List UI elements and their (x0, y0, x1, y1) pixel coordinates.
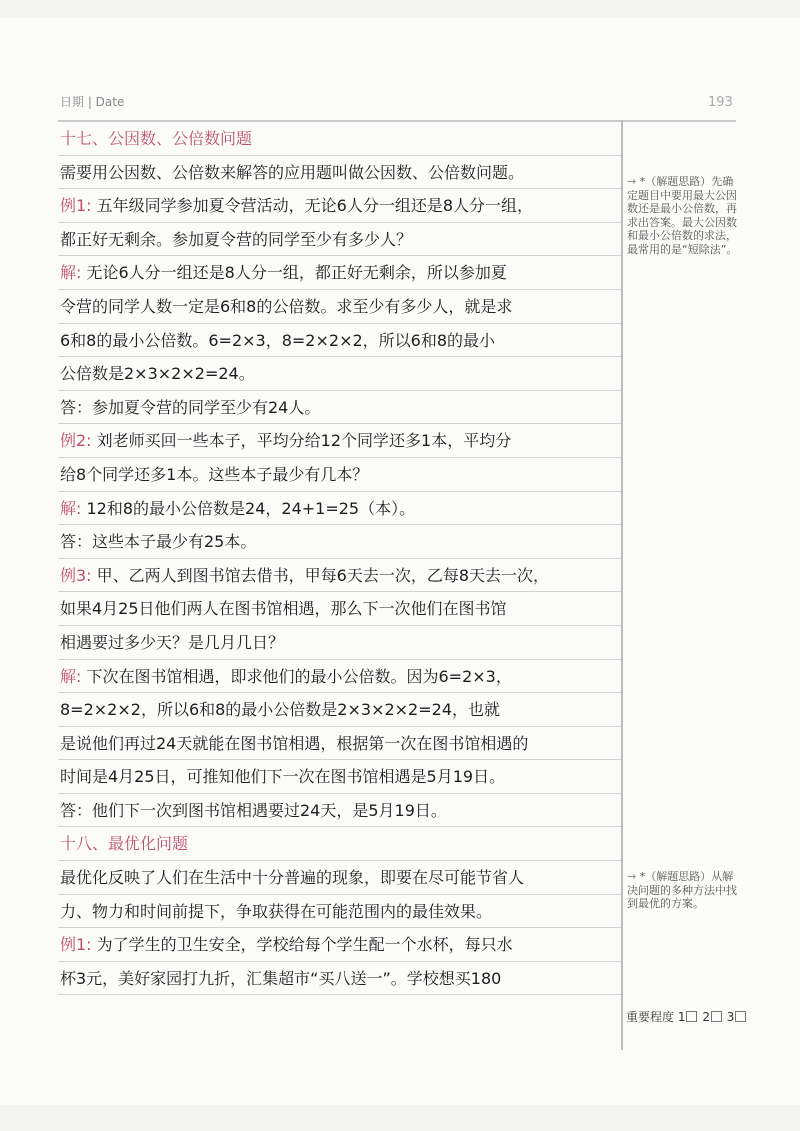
text-line (58, 727, 621, 761)
text-line (58, 693, 621, 727)
example-label: 解: (60, 263, 87, 283)
page-top-edge (0, 0, 800, 18)
importance-label: 重要程度 (626, 1010, 675, 1024)
body-text: 8=2×2×2，所以6和8的最小公倍数是2×3×2×2=24，也就 (60, 700, 501, 720)
text-line (58, 324, 621, 358)
example-label: 例2: (60, 431, 97, 451)
body-text: 令营的同学人数一定是6和8的公倍数。求至少有多少人，就是求 (60, 296, 513, 316)
example-label: 例3: (60, 565, 97, 585)
body-text: 6和8的最小公倍数。6=2×3，8=2×2×2，所以6和8的最小 (60, 330, 496, 350)
body-text: 刘老师买回一些本子，平均分给12个同学还多1本，平均分 (96, 431, 512, 451)
body-text: 都正好无剩余。参加夏令营的同学至少有多少人？ (60, 229, 413, 249)
body-text: 为了学生的卫生安全，学校给每个学生配一个水杯，每只水 (96, 935, 513, 955)
text-line (58, 357, 621, 391)
text-line (58, 861, 621, 895)
section-heading: 十七、公因数、公倍数问题 (60, 129, 253, 148)
text-line (58, 660, 621, 694)
body-text: 是说他们再过24天就能在图书馆相遇，根据第一次在图书馆相遇的 (60, 733, 529, 753)
checkbox-2[interactable] (711, 1011, 722, 1022)
text-line (58, 156, 621, 190)
example-label: 解: (60, 498, 87, 518)
importance-rating (626, 1008, 747, 1025)
text-line (58, 458, 621, 492)
text-line (58, 559, 621, 593)
text-line (58, 760, 621, 794)
text-line (58, 962, 621, 996)
text-line (58, 256, 621, 290)
body-text: 下次在图书馆相遇，即求他们的最小公倍数。因为6=2×3， (86, 666, 512, 686)
body-text: 需要用公因数、公倍数来解答的应用题叫做公因数、公倍数问题。 (60, 162, 525, 182)
side-note-text: *（解题思路）从解决问题的多种方法中找到最优的方案。 (627, 870, 737, 911)
importance-level-3: 3 (726, 1010, 735, 1024)
text-line (58, 290, 621, 324)
body-text: 甲、乙两人到图书馆去借书，甲每6天去一次，乙每8天去一次， (96, 565, 550, 585)
body-text: 答：这些本子最少有25本。 (60, 532, 257, 552)
date-label: 日期 | Date (60, 95, 125, 109)
body-text: 时间是4月25日，可推知他们下一次在图书馆相遇是5月19日。 (60, 767, 506, 787)
notebook-lines (58, 122, 621, 995)
text-line (58, 391, 621, 425)
text-line (58, 424, 621, 458)
checkbox-3[interactable] (735, 1011, 746, 1022)
body-text: 杯3元，美好家园打九折，汇集超市“买八送一”。学校想买180 (60, 968, 502, 988)
example-label: 例1: (60, 935, 97, 955)
side-note-solution-idea-1 (627, 175, 739, 257)
text-line (58, 525, 621, 559)
body-text: 相遇要过多少天？是几月几日？ (60, 632, 285, 652)
importance-level-2: 2 (702, 1010, 710, 1024)
text-line (58, 827, 621, 861)
arrow-right-icon: → (627, 175, 637, 188)
text-line (58, 794, 621, 828)
text-line (58, 223, 621, 257)
page-bottom-edge (0, 1105, 800, 1131)
body-text: 公倍数是2×3×2×2=24。 (60, 364, 255, 384)
text-line (58, 592, 621, 626)
side-note-text: *（解题思路）先确定题目中要用最大公因数还是最小公倍数，再求出答案。最大公因数和最小公倍数的求法，最常用的是“短除法”。 (627, 175, 738, 256)
body-text: 如果4月25日他们两人在图书馆相遇，那么下一次他们在图书馆 (60, 599, 507, 619)
checkbox-1[interactable] (686, 1011, 697, 1022)
body-text: 答：他们下一次到图书馆相遇要过24天，是5月19日。 (60, 800, 447, 820)
body-text: 答：参加夏令营的同学至少有24人。 (60, 397, 321, 417)
margin-rule (621, 120, 623, 1050)
body-text: 12和8的最小公倍数是24，24+1=25（本）。 (86, 498, 416, 518)
text-line (58, 189, 621, 223)
body-text: 五年级同学参加夏令营活动，无论6人分一组还是8人分一组， (96, 196, 534, 216)
body-text: 给8个同学还多1本。这些本子最少有几本？ (60, 464, 369, 484)
text-line (58, 626, 621, 660)
body-text: 力、物力和时间前提下，争取获得在可能范围内的最佳效果。 (60, 901, 493, 921)
text-line (58, 895, 621, 929)
text-line (58, 122, 621, 156)
side-note-solution-idea-2 (627, 870, 739, 911)
example-label: 例1: (60, 196, 97, 216)
importance-level-1: 1 (677, 1010, 686, 1024)
body-text: 无论6人分一组还是8人分一组，都正好无剩余，所以参加夏 (86, 263, 507, 283)
arrow-right-icon: → (627, 870, 637, 883)
body-text: 最优化反映了人们在生活中十分普遍的现象，即要在尽可能节省人 (60, 868, 525, 888)
text-line (58, 492, 621, 526)
page-number: 193 (708, 95, 733, 110)
section-heading: 十八、最优化问题 (60, 834, 189, 854)
example-label: 解: (60, 666, 87, 686)
text-line (58, 928, 621, 962)
